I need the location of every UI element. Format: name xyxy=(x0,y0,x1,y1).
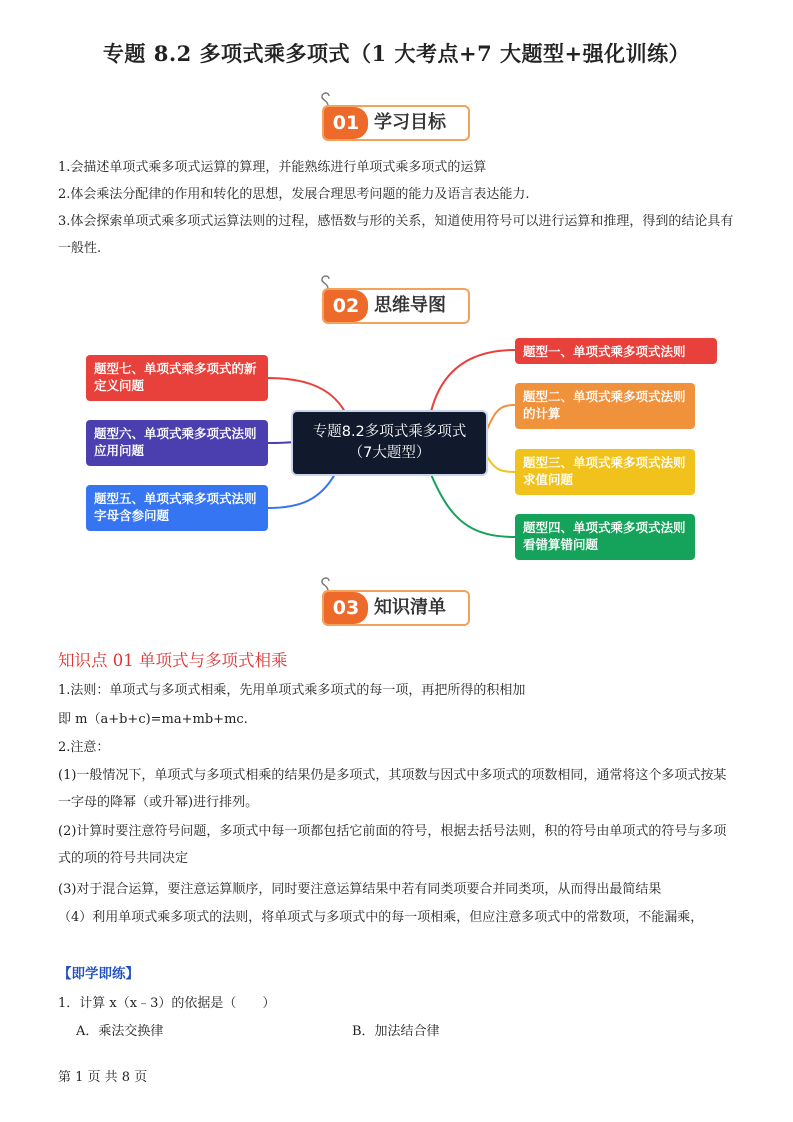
section-number: 02 xyxy=(324,290,368,322)
knowledge-line-4: (1)一般情况下，单项式与多项式相乘的结果仍是多项式，其项数与因式中多项式的项数相同，通常将这个多项式按某一字母的降幂（或升幂)进行排列。 xyxy=(58,768,727,810)
section-badge-objectives xyxy=(322,105,470,141)
section-number: 01 xyxy=(324,107,368,139)
knowledge-line-7: （4）利用单项式乘多项式的法则，将单项式与多项式中的每一项相乘，但应注意多项式中的常数项，不能漏乘， xyxy=(58,910,704,925)
mindmap-node-3: 题型三、单项式乘多项式法则求值问题 xyxy=(515,449,695,495)
option-a: A．乘法交换律 xyxy=(76,1024,164,1039)
knowledge-heading: 知识点 01 单项式与多项式相乘 xyxy=(58,651,288,670)
section-badge-mindmap xyxy=(322,288,470,324)
objective-2: 2.体会乘法分配律的作用和转化的思想，发展合理思考问题的能力及语言表达能力. xyxy=(58,187,530,202)
practice-heading: 【即学即练】 xyxy=(58,966,139,982)
mindmap-node-1: 题型一、单项式乘多项式法则 xyxy=(515,338,717,364)
section-label: 思维导图 xyxy=(374,295,446,316)
knowledge-line-2: 即 m（a+b+c)=ma+mb+mc. xyxy=(58,712,248,727)
section-number: 03 xyxy=(324,592,368,624)
knowledge-line-5: (2)计算时要注意符号问题，多项式中每一项都包括它前面的符号，根据去括号法则，积的符号由单项式的符号与多项式的项的符号共同决定 xyxy=(58,824,727,866)
option-b: B．加法结合律 xyxy=(352,1024,440,1039)
mindmap-node-7: 题型七、单项式乘多项式的新定义问题 xyxy=(86,355,268,401)
page-footer: 第 1 页 共 8 页 xyxy=(58,1070,148,1085)
knowledge-line-1: 1.法则：单项式与多项式相乘，先用单项式乘多项式的每一项，再把所得的积相加 xyxy=(58,683,526,698)
objective-1: 1.会描述单项式乘多项式运算的算理，并能熟练进行单项式乘多项式的运算 xyxy=(58,160,487,175)
section-label: 学习目标 xyxy=(374,112,446,133)
mindmap-center: 专题8.2多项式乘多项式（7大题型） xyxy=(293,412,486,474)
mindmap-node-6: 题型六、单项式乘多项式法则应用问题 xyxy=(86,420,268,466)
mindmap-node-4: 题型四、单项式乘多项式法则看错算错问题 xyxy=(515,514,695,560)
knowledge-line-6: (3)对于混合运算，要注意运算顺序，同时要注意运算结果中若有同类项要合并同类项，从而得出最简结果 xyxy=(58,882,662,897)
mindmap-node-5: 题型五、单项式乘多项式法则字母含参问题 xyxy=(86,485,268,531)
mindmap-node-2: 题型二、单项式乘多项式法则的计算 xyxy=(515,383,695,429)
page-title: 专题 8.2 多项式乘多项式（1 大考点+7 大题型+强化训练） xyxy=(102,41,691,66)
objective-3: 3.体会探索单项式乘多项式运算法则的过程，感悟数与形的关系，知道使用符号可以进行运算和推理，得到的结论具有一般性. xyxy=(58,214,734,256)
section-badge-knowledge xyxy=(322,590,470,626)
section-label: 知识清单 xyxy=(374,597,446,618)
knowledge-line-3: 2.注意： xyxy=(58,740,110,755)
practice-question: 1．计算 x（x﹣3）的依据是（ ） xyxy=(58,996,276,1011)
